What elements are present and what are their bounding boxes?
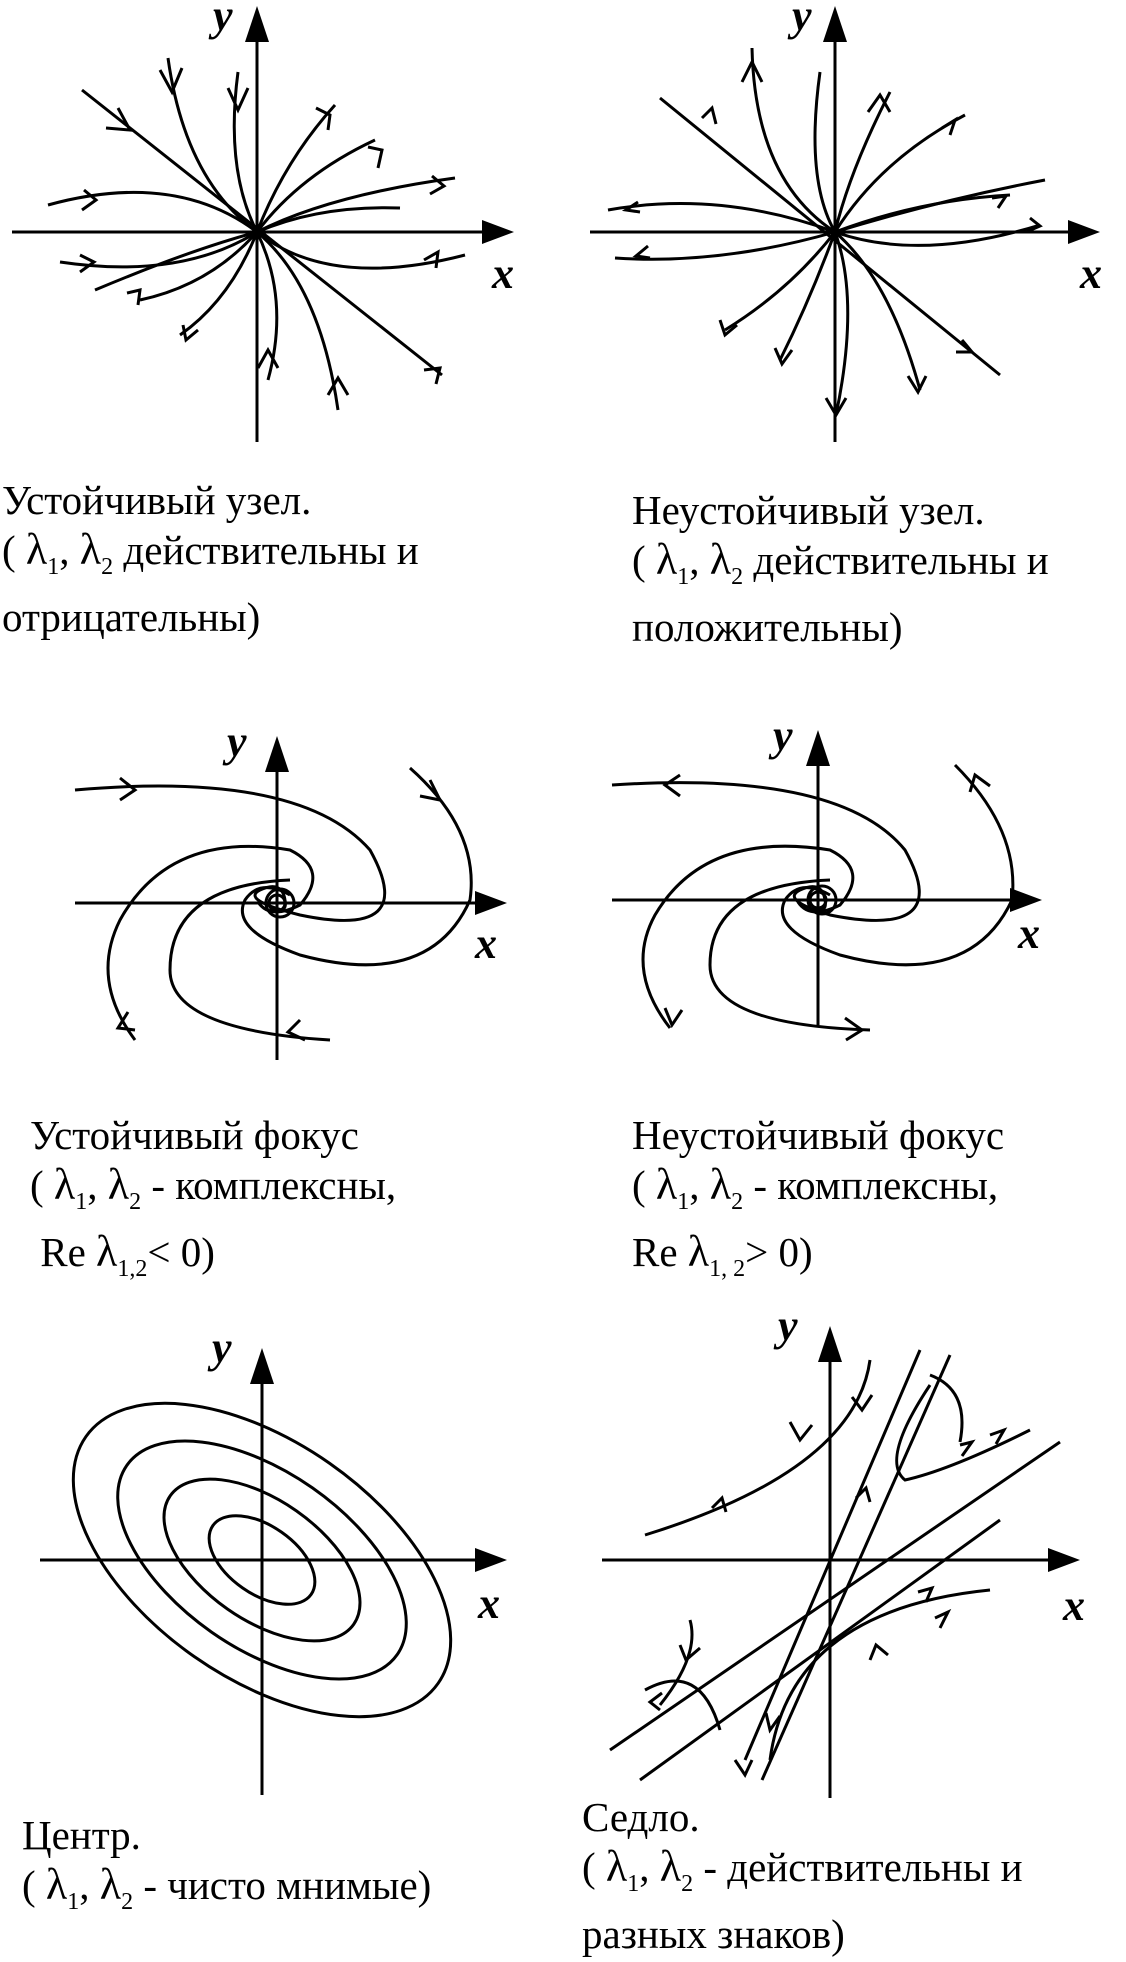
caption-eigenvalues: ( $\lambda_1$, $\lambda_2$ - чисто мнимые) xyxy=(22,1860,432,1915)
flow-arrows xyxy=(665,775,990,1040)
unstable-focus-y-label: y xyxy=(773,711,793,760)
caption-eigenvalues: ( $\lambda_1$, $\lambda_2$ действительны и xyxy=(632,535,1049,590)
unstable-node-caption xyxy=(632,485,1049,652)
unstable-focus-diagram xyxy=(612,730,1042,1040)
center-x-label: x xyxy=(478,1579,500,1628)
spiral-trajectories xyxy=(612,765,1013,1030)
unstable-node-diagram xyxy=(590,6,1100,442)
saddle-diagram xyxy=(602,1326,1080,1798)
caption-eigenvalues: ( $\lambda_1$, $\lambda_2$ действительны и xyxy=(2,525,419,580)
axes xyxy=(590,6,1100,442)
caption-eigenvalues: ( $\lambda_1$, $\lambda_2$ - действительны и xyxy=(582,1842,1023,1897)
caption-eigenvalues: ( $\lambda_1$, $\lambda_2$ - комплексны, xyxy=(30,1160,397,1215)
separatrices xyxy=(610,1350,1060,1780)
center-caption xyxy=(22,1810,431,1927)
caption-title: Устойчивый фокус xyxy=(30,1112,359,1158)
caption-line3: разных знаков) xyxy=(582,1911,845,1957)
center-diagram xyxy=(18,1340,507,1795)
axes xyxy=(75,736,507,1060)
axes xyxy=(602,1326,1080,1798)
axes xyxy=(612,730,1042,1025)
caption-condition: Re $\lambda_{1, 2}> 0$) xyxy=(632,1227,813,1282)
stable-node-x-label: x xyxy=(492,249,514,298)
stable-node-caption xyxy=(2,475,419,642)
caption-title: Неустойчивый фокус xyxy=(632,1112,1005,1158)
stable-node-diagram xyxy=(12,6,514,442)
unstable-node-y-label: y xyxy=(792,0,812,40)
stable-focus-y-label: y xyxy=(227,717,247,766)
caption-line3: положительны) xyxy=(632,604,903,650)
stable-focus-x-label: x xyxy=(475,919,497,968)
caption-eigenvalues: ( $\lambda_1$, $\lambda_2$ - комплексны, xyxy=(632,1160,999,1215)
caption-title: Устойчивый узел. xyxy=(2,477,312,523)
saddle-caption xyxy=(582,1792,1023,1959)
stable-focus-caption xyxy=(30,1110,396,1294)
saddle-x-label: x xyxy=(1063,1581,1085,1630)
unstable-focus-x-label: x xyxy=(1018,909,1040,958)
stable-node-y-label: y xyxy=(213,0,233,40)
caption-title: Неустойчивый узел. xyxy=(632,487,985,533)
unstable-focus-caption xyxy=(632,1110,1004,1294)
center-y-label: y xyxy=(212,1323,232,1372)
flow-arrows xyxy=(650,1395,1004,1775)
caption-condition: Re $\lambda_{1,2}< 0$) xyxy=(40,1227,215,1282)
caption-line3: отрицательны) xyxy=(2,594,261,640)
caption-title: Центр. xyxy=(22,1812,141,1858)
stable-focus-diagram xyxy=(75,736,507,1060)
unstable-node-x-label: x xyxy=(1080,249,1102,298)
saddle-y-label: y xyxy=(778,1301,798,1350)
caption-title: Седло. xyxy=(582,1794,700,1840)
